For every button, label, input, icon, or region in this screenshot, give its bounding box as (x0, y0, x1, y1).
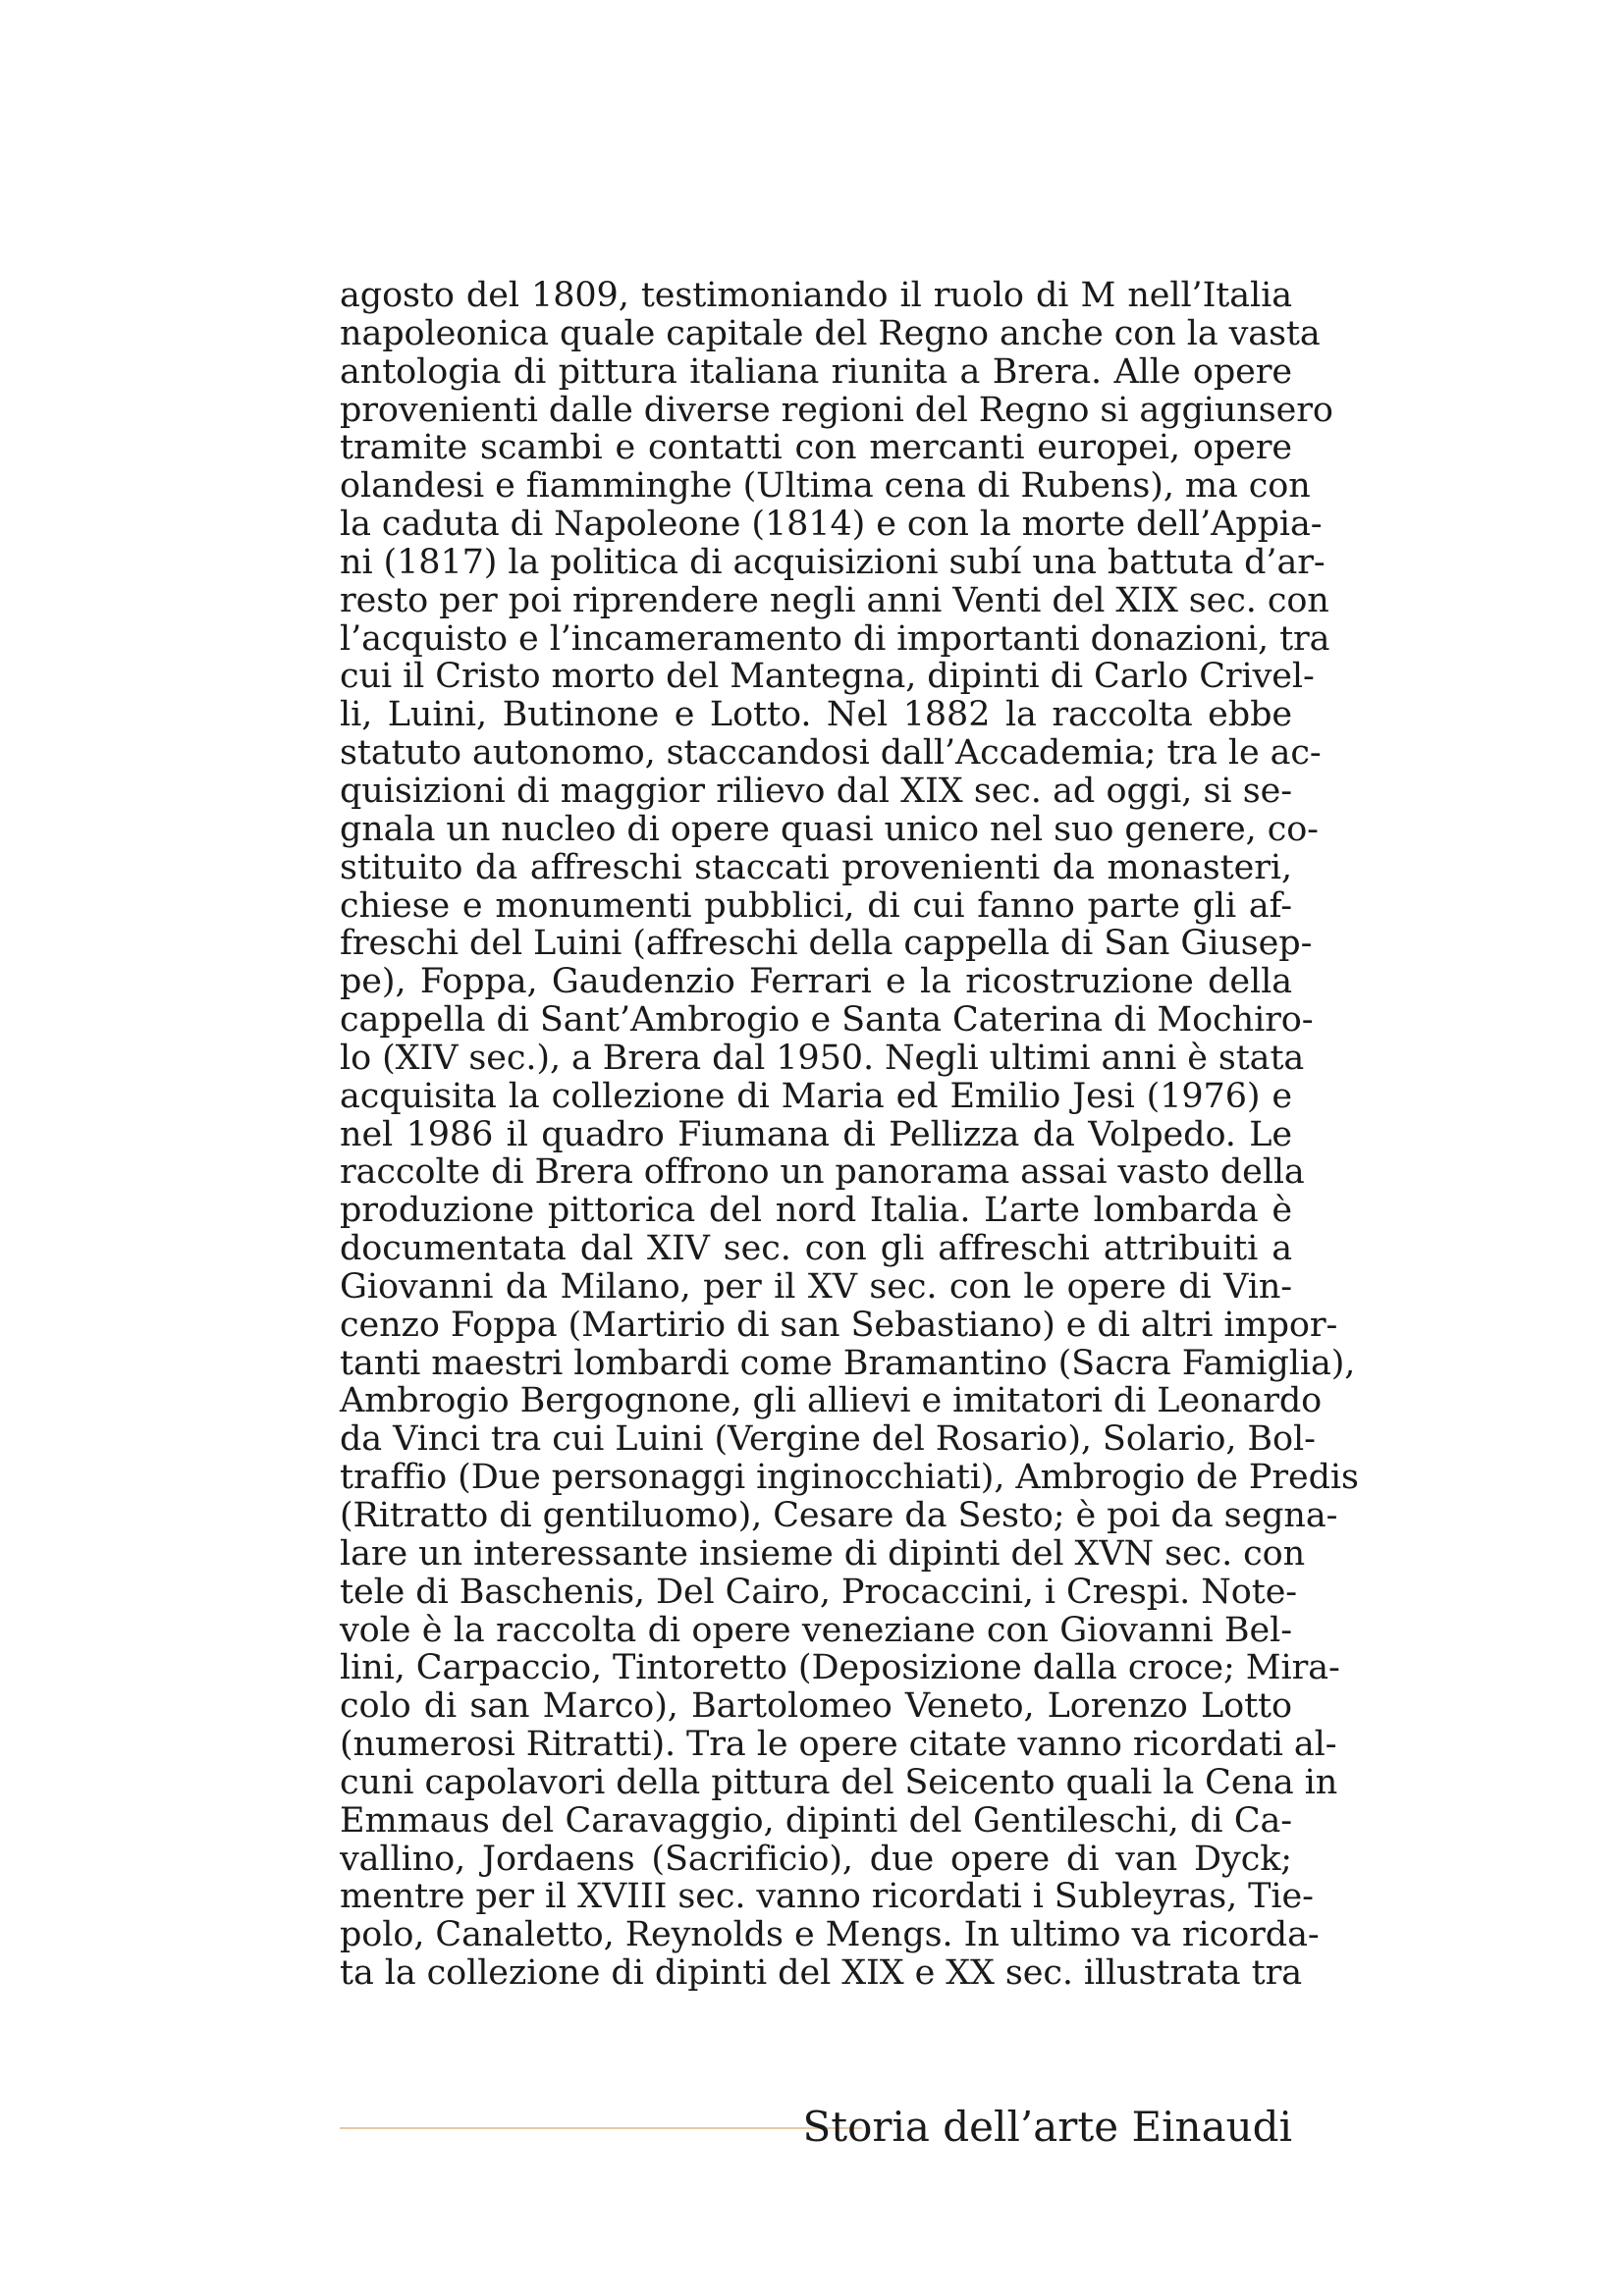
text-line: vole è la raccolta di opere veneziane con Giovanni Bel- (340, 1610, 1292, 1650)
text-line: tramite scambi e contatti con mercanti europei, opere (340, 428, 1292, 468)
text-line: stituito da affreschi staccati provenienti da monasteri, (340, 847, 1292, 887)
text-line: l’acquisto e l’incameramento di importanti donazioni, tra (340, 618, 1330, 659)
text-line: pe), Foppa, Gaudenzio Ferrari e la ricostruzione della (340, 962, 1292, 1002)
text-line: chiese e monumenti pubblici, di cui fanno parte gli af- (340, 885, 1292, 926)
footer-divider (340, 2127, 862, 2129)
text-line: acquisita la collezione di Maria ed Emilio Jesi (1976) e (340, 1076, 1292, 1116)
text-line: napoleonica quale capitale del Regno anche con la vasta (340, 313, 1321, 353)
text-line: nel 1986 il quadro Fiumana di Pellizza da Volpedo. Le (340, 1114, 1292, 1154)
text-line: mentre per il XVIII sec. vanno ricordati i Subleyras, Tie- (340, 1877, 1314, 1917)
footer-title: Storia dell’arte Einaudi (802, 2103, 1292, 2151)
text-line: li, Luini, Butinone e Lotto. Nel 1882 la raccolta ebbe (340, 695, 1292, 735)
text-line: (Ritratto di gentiluomo), Cesare da Sesto; è poi da segna- (340, 1496, 1338, 1535)
text-line: documentata dal XIV sec. con gli affreschi attribuiti a (340, 1229, 1292, 1269)
text-line: cenzo Foppa (Martirio di san Sebastiano) e di altri impor- (340, 1305, 1338, 1345)
text-line: Ambrogio Bergognone, gli allievi e imitatori di Leonardo (340, 1381, 1323, 1421)
text-line: resto per poi riprendere negli anni Venti del XIX sec. con (340, 580, 1329, 620)
text-line: lo (XIV sec.), a Brera dal 1950. Negli ultimi anni è stata (340, 1038, 1305, 1078)
text-line: provenienti dalle diverse regioni del Regno si aggiunsero (340, 390, 1333, 430)
text-line: la caduta di Napoleone (1814) e con la morte dell’Appia- (340, 505, 1323, 545)
text-line: olandesi e fiamminghe (Ultima cena di Rubens), ma con (340, 466, 1311, 507)
text-line: colo di san Marco), Bartolomeo Veneto, Lorenzo Lotto (340, 1686, 1292, 1727)
text-line: gnala un nucleo di opere quasi unico nel suo genere, co- (340, 809, 1319, 849)
text-line: tele di Baschenis, Del Cairo, Procaccini, i Crespi. Note- (340, 1572, 1298, 1612)
text-line: polo, Canaletto, Reynolds e Mengs. In ultimo va ricorda- (340, 1915, 1320, 1955)
text-line: raccolte di Brera offrono un panorama assai vasto della (340, 1152, 1305, 1193)
text-line: ni (1817) la politica di acquisizioni subí una battuta d’ar- (340, 542, 1325, 582)
text-line: statuto autonomo, staccandosi dall’Accademia; tra le ac- (340, 733, 1322, 774)
text-line: lare un interessante insieme di dipinti del XVN sec. con (340, 1533, 1306, 1574)
text-line: da Vinci tra cui Luini (Vergine del Rosario), Solario, Bol- (340, 1419, 1316, 1460)
text-line: ta la collezione di dipinti del XIX e XX sec. illustrata tra (340, 1953, 1302, 1994)
text-line: freschi del Luini (affreschi della cappella di San Giusep- (340, 924, 1313, 964)
body-text (340, 276, 1359, 1994)
text-line: cuni capolavori della pittura del Seicento quali la Cena in (340, 1762, 1338, 1802)
text-line: Giovanni da Milano, per il XV sec. con le opere di Vin- (340, 1266, 1292, 1307)
text-line: lini, Carpaccio, Tintoretto (Deposizione dalla croce; Mira- (340, 1648, 1340, 1688)
text-line: quisizioni di maggior rilievo dal XIX sec. ad oggi, si se- (340, 771, 1292, 811)
text-line: traffio (Due personaggi inginocchiati), Ambrogio de Predis (340, 1458, 1359, 1498)
text-line: cui il Cristo morto del Mantegna, dipinti di Carlo Crivel- (340, 657, 1315, 697)
text-line: antologia di pittura italiana riunita a Brera. Alle opere (340, 351, 1292, 392)
text-line: agosto del 1809, testimoniando il ruolo di M nell’Italia (340, 276, 1292, 315)
text-line: (numerosi Ritratti). Tra le opere citate vanno ricordati al- (340, 1725, 1337, 1765)
text-line: produzione pittorica del nord Italia. L’arte lombarda è (340, 1191, 1292, 1231)
text-line: vallino, Jordaens (Sacrificio), due opere di van Dyck; (340, 1839, 1292, 1879)
text-line: Emmaus del Caravaggio, dipinti del Gentileschi, di Ca- (340, 1800, 1292, 1841)
text-line: tanti maestri lombardi come Bramantino (Sacra Famiglia), (340, 1343, 1356, 1383)
text-line: cappella di Sant’Ambrogio e Santa Caterina di Mochiro- (340, 1000, 1314, 1041)
